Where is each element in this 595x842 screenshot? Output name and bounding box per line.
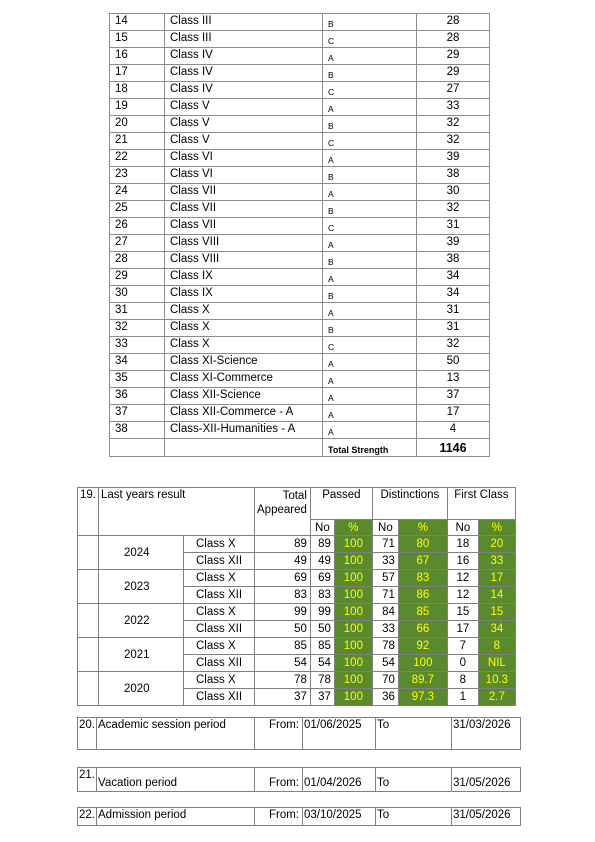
empty-cell: [78, 638, 99, 672]
section-letter: C: [323, 337, 417, 354]
class-strength-row: [110, 286, 490, 303]
total-appeared: 78: [255, 672, 311, 689]
total-strength-label: Total Strength: [323, 439, 417, 457]
class-name: Class X: [165, 320, 323, 337]
first-pct: 10.3: [478, 672, 515, 689]
passed-no: 54: [310, 655, 334, 672]
row-number: 27: [110, 235, 165, 252]
result-class: Class X: [184, 604, 255, 621]
section-letter: B: [323, 65, 417, 82]
to-label: To: [376, 768, 452, 792]
from-date: 03/10/2025: [303, 808, 376, 826]
section-letter: B: [323, 286, 417, 303]
strength-value: 29: [417, 48, 490, 65]
result-year: 2022: [99, 604, 184, 638]
dist-no: 71: [372, 587, 398, 604]
class-strength-table: [109, 13, 490, 457]
section-letter: B: [323, 252, 417, 269]
distinctions-header: Distinctions: [372, 488, 447, 520]
strength-value: 50: [417, 354, 490, 371]
dist-pct: 66: [398, 621, 447, 638]
class-name: Class VIII: [165, 235, 323, 252]
dist-pct: 100: [398, 655, 447, 672]
row-number: 33: [110, 337, 165, 354]
row-number: 22: [110, 150, 165, 167]
result-row: [78, 672, 516, 689]
class-strength-row: [110, 269, 490, 286]
strength-value: 4: [417, 422, 490, 439]
section-letter: A: [323, 269, 417, 286]
result-year: 2021: [99, 638, 184, 672]
dist-pct: 97.3: [398, 689, 447, 706]
total-appeared: 37: [255, 689, 311, 706]
first-class-header: First Class: [447, 488, 515, 520]
row-number: 30: [110, 286, 165, 303]
class-strength-row: [110, 133, 490, 150]
row-number: 15: [110, 31, 165, 48]
dist-no: 84: [372, 604, 398, 621]
dist-no: 36: [372, 689, 398, 706]
total-appeared-header: Total Appeared: [255, 488, 311, 536]
first-pct-header: %: [478, 520, 515, 536]
first-pct: 15: [478, 604, 515, 621]
dist-no: 54: [372, 655, 398, 672]
to-date: 31/05/2026: [452, 768, 521, 792]
class-name: Class VIII: [165, 252, 323, 269]
class-name: Class X: [165, 303, 323, 320]
class-strength-row: [110, 303, 490, 320]
result-row: [78, 570, 516, 587]
dist-no: 70: [372, 672, 398, 689]
strength-value: 32: [417, 133, 490, 150]
class-name: Class III: [165, 31, 323, 48]
strength-value: 39: [417, 235, 490, 252]
passed-no: 37: [310, 689, 334, 706]
total-appeared: 85: [255, 638, 311, 655]
class-strength-row: [110, 337, 490, 354]
to-label: To: [376, 718, 452, 750]
section-letter: C: [323, 133, 417, 150]
strength-value: 34: [417, 286, 490, 303]
first-no: 18: [447, 536, 478, 553]
class-strength-row: [110, 354, 490, 371]
to-label: To: [376, 808, 452, 826]
result-row: [78, 604, 516, 621]
info-label: Vacation period: [97, 768, 255, 792]
result-class: Class X: [184, 638, 255, 655]
total-empty-cell: [110, 439, 165, 457]
total-strength-value: 1146: [417, 439, 490, 457]
passed-no: 69: [310, 570, 334, 587]
strength-value: 17: [417, 405, 490, 422]
strength-value: 31: [417, 320, 490, 337]
from-date: 01/04/2026: [303, 768, 376, 792]
first-pct: 14: [478, 587, 515, 604]
strength-value: 28: [417, 14, 490, 31]
passed-pct-header: %: [334, 520, 372, 536]
first-pct: 20: [478, 536, 515, 553]
item-number: 20.: [78, 718, 97, 750]
class-strength-row: [110, 82, 490, 99]
section-letter: C: [323, 31, 417, 48]
total-appeared: 50: [255, 621, 311, 638]
row-number: 20: [110, 116, 165, 133]
section-letter: A: [323, 405, 417, 422]
dist-no: 57: [372, 570, 398, 587]
dist-no: 33: [372, 553, 398, 570]
section-letter: A: [323, 422, 417, 439]
dist-no: 78: [372, 638, 398, 655]
class-strength-row: [110, 235, 490, 252]
first-pct: 33: [478, 553, 515, 570]
result-class: Class XII: [184, 621, 255, 638]
class-strength-row: [110, 405, 490, 422]
section-letter: A: [323, 388, 417, 405]
section-letter: B: [323, 14, 417, 31]
first-pct: NIL: [478, 655, 515, 672]
empty-cell: [78, 570, 99, 604]
result-class: Class X: [184, 672, 255, 689]
first-no: 0: [447, 655, 478, 672]
passed-no: 49: [310, 553, 334, 570]
passed-pct: 100: [334, 553, 372, 570]
passed-no: 89: [310, 536, 334, 553]
row-number: 38: [110, 422, 165, 439]
first-no: 7: [447, 638, 478, 655]
section-letter: A: [323, 303, 417, 320]
section-letter: A: [323, 99, 417, 116]
class-name: Class V: [165, 133, 323, 150]
total-appeared: 49: [255, 553, 311, 570]
from-label: From:: [255, 718, 303, 750]
results-header-row: [78, 488, 516, 520]
strength-value: 27: [417, 82, 490, 99]
to-date: 31/03/2026: [452, 718, 521, 750]
row-number: 29: [110, 269, 165, 286]
result-class: Class X: [184, 570, 255, 587]
results-title: Last years result: [99, 488, 255, 520]
passed-no: 85: [310, 638, 334, 655]
last-years-result-table: [77, 487, 516, 706]
dist-pct: 92: [398, 638, 447, 655]
vacation-period-table: [77, 767, 521, 792]
section-letter: A: [323, 371, 417, 388]
result-year: 2023: [99, 570, 184, 604]
passed-pct: 100: [334, 638, 372, 655]
strength-value: 34: [417, 269, 490, 286]
row-number: 23: [110, 167, 165, 184]
row-number: 17: [110, 65, 165, 82]
from-label: From:: [255, 808, 303, 826]
row-number: 21: [110, 133, 165, 150]
section-letter: C: [323, 218, 417, 235]
result-row: [78, 638, 516, 655]
class-name: Class IV: [165, 48, 323, 65]
strength-value: 32: [417, 116, 490, 133]
item-number: 22.: [78, 808, 97, 826]
class-strength-body: [110, 14, 490, 439]
row-number: 36: [110, 388, 165, 405]
class-name: Class XI-Commerce: [165, 371, 323, 388]
strength-value: 29: [417, 65, 490, 82]
row-number: 26: [110, 218, 165, 235]
result-row: [78, 536, 516, 553]
section-letter: B: [323, 167, 417, 184]
result-class: Class XII: [184, 553, 255, 570]
class-name: Class VII: [165, 201, 323, 218]
first-no: 17: [447, 621, 478, 638]
passed-pct: 100: [334, 621, 372, 638]
passed-no: 78: [310, 672, 334, 689]
passed-pct: 100: [334, 570, 372, 587]
empty-cell: [78, 520, 99, 536]
class-strength-row: [110, 65, 490, 82]
total-appeared: 99: [255, 604, 311, 621]
dist-pct: 80: [398, 536, 447, 553]
academic-session-table: [77, 717, 521, 750]
row-number: 24: [110, 184, 165, 201]
first-pct: 8: [478, 638, 515, 655]
dist-pct: 67: [398, 553, 447, 570]
row-number: 25: [110, 201, 165, 218]
row-number: 37: [110, 405, 165, 422]
class-name: Class IX: [165, 286, 323, 303]
section-letter: A: [323, 184, 417, 201]
first-pct: 17: [478, 570, 515, 587]
result-class: Class X: [184, 536, 255, 553]
item-number: 19.: [78, 488, 99, 520]
admission-period-table: [77, 807, 521, 826]
section-letter: A: [323, 48, 417, 65]
class-name: Class IX: [165, 269, 323, 286]
dist-no: 33: [372, 621, 398, 638]
section-letter: B: [323, 201, 417, 218]
dist-pct: 86: [398, 587, 447, 604]
class-strength-row: [110, 218, 490, 235]
class-strength-row: [110, 99, 490, 116]
passed-pct: 100: [334, 604, 372, 621]
section-letter: A: [323, 235, 417, 252]
strength-value: 31: [417, 303, 490, 320]
strength-value: 28: [417, 31, 490, 48]
passed-no: 50: [310, 621, 334, 638]
empty-cell: [78, 672, 99, 706]
item-number: 21.: [78, 768, 97, 792]
class-name: Class VII: [165, 184, 323, 201]
dist-no-header: No: [372, 520, 398, 536]
class-name: Class IV: [165, 65, 323, 82]
dist-pct: 83: [398, 570, 447, 587]
passed-header: Passed: [310, 488, 372, 520]
first-no: 15: [447, 604, 478, 621]
total-appeared: 83: [255, 587, 311, 604]
class-name: Class V: [165, 116, 323, 133]
row-number: 28: [110, 252, 165, 269]
class-name: Class XI-Science: [165, 354, 323, 371]
dist-no: 71: [372, 536, 398, 553]
class-name: Class V: [165, 99, 323, 116]
class-strength-row: [110, 201, 490, 218]
strength-value: 32: [417, 201, 490, 218]
strength-value: 33: [417, 99, 490, 116]
dist-pct: 89.7: [398, 672, 447, 689]
section-letter: A: [323, 150, 417, 167]
row-number: 14: [110, 14, 165, 31]
from-date: 01/06/2025: [303, 718, 376, 750]
first-no: 16: [447, 553, 478, 570]
class-strength-row: [110, 31, 490, 48]
passed-pct: 100: [334, 689, 372, 706]
passed-pct: 100: [334, 536, 372, 553]
class-strength-row: [110, 252, 490, 269]
from-label: From:: [255, 768, 303, 792]
section-letter: B: [323, 116, 417, 133]
class-name: Class XII-Science: [165, 388, 323, 405]
dist-pct: 85: [398, 604, 447, 621]
row-number: 34: [110, 354, 165, 371]
result-class: Class XII: [184, 689, 255, 706]
results-body: [78, 536, 516, 706]
result-class: Class XII: [184, 587, 255, 604]
first-no: 1: [447, 689, 478, 706]
first-pct: 2.7: [478, 689, 515, 706]
passed-pct: 100: [334, 587, 372, 604]
class-name: Class X: [165, 337, 323, 354]
section-letter: A: [323, 354, 417, 371]
class-strength-row: [110, 422, 490, 439]
class-strength-row: [110, 48, 490, 65]
strength-value: 31: [417, 218, 490, 235]
strength-value: 32: [417, 337, 490, 354]
class-name: Class VI: [165, 150, 323, 167]
class-strength-row: [110, 116, 490, 133]
class-strength-row: [110, 371, 490, 388]
first-no: 12: [447, 570, 478, 587]
empty-cell: [99, 520, 255, 536]
empty-cell: [78, 604, 99, 638]
result-class: Class XII: [184, 655, 255, 672]
total-empty-cell: [165, 439, 323, 457]
first-pct: 34: [478, 621, 515, 638]
total-appeared: 69: [255, 570, 311, 587]
strength-value: 39: [417, 150, 490, 167]
strength-value: 38: [417, 167, 490, 184]
row-number: 19: [110, 99, 165, 116]
class-strength-row: [110, 320, 490, 337]
class-strength-row: [110, 150, 490, 167]
passed-no-header: No: [310, 520, 334, 536]
info-label: Admission period: [97, 808, 255, 826]
row-number: 32: [110, 320, 165, 337]
section-letter: C: [323, 82, 417, 99]
row-number: 16: [110, 48, 165, 65]
class-name: Class IV: [165, 82, 323, 99]
info-label: Academic session period: [97, 718, 255, 750]
class-name: Class VII: [165, 218, 323, 235]
class-name: Class III: [165, 14, 323, 31]
strength-value: 38: [417, 252, 490, 269]
strength-value: 37: [417, 388, 490, 405]
first-no-header: No: [447, 520, 478, 536]
first-no: 12: [447, 587, 478, 604]
class-name: Class-XII-Humanities - A: [165, 422, 323, 439]
row-number: 35: [110, 371, 165, 388]
class-name: Class VI: [165, 167, 323, 184]
to-date: 31/05/2026: [452, 808, 521, 826]
class-strength-row: [110, 167, 490, 184]
section-letter: B: [323, 320, 417, 337]
row-number: 18: [110, 82, 165, 99]
total-strength-row: [110, 439, 490, 457]
passed-pct: 100: [334, 672, 372, 689]
first-no: 8: [447, 672, 478, 689]
class-name: Class XII-Commerce - A: [165, 405, 323, 422]
result-year: 2024: [99, 536, 184, 570]
empty-cell: [78, 536, 99, 570]
passed-no: 83: [310, 587, 334, 604]
class-strength-row: [110, 14, 490, 31]
row-number: 31: [110, 303, 165, 320]
passed-pct: 100: [334, 655, 372, 672]
result-year: 2020: [99, 672, 184, 706]
passed-no: 99: [310, 604, 334, 621]
total-appeared: 89: [255, 536, 311, 553]
class-strength-row: [110, 184, 490, 201]
dist-pct-header: %: [398, 520, 447, 536]
strength-value: 13: [417, 371, 490, 388]
strength-value: 30: [417, 184, 490, 201]
total-appeared: 54: [255, 655, 311, 672]
class-strength-row: [110, 388, 490, 405]
